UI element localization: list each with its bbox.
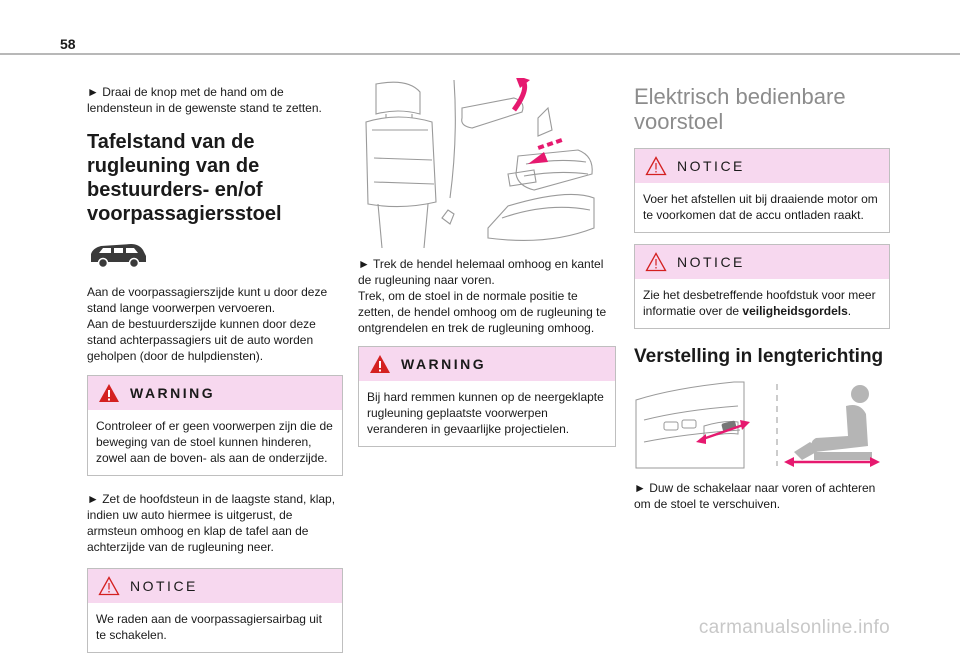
subheading-longitudinal: Verstelling in lengterichting xyxy=(634,346,884,367)
intro-text: ► Draai de knop met de hand om de lendensteun in de gewenste stand te zetten. xyxy=(87,85,322,115)
notice-icon xyxy=(645,252,667,272)
notice-text-before: Zie het desbetreffende hoofdstuk voor meer informatie over de xyxy=(643,288,876,318)
column-1 xyxy=(87,76,343,653)
notice-label: NOTICE xyxy=(130,578,198,594)
notice-text xyxy=(635,279,889,328)
step-text: ► Zet de hoofdsteun in de laagste stand, klap, indien uw auto hiermee is uitgerust, de armsteun omhoog en klap de tafel aan de achterzijde van de rugleuning neer. xyxy=(87,492,336,554)
page-number: 58 xyxy=(60,36,76,52)
warning-icon xyxy=(98,383,120,403)
warning-label: WARNING xyxy=(130,385,216,401)
watermark: carmanualsonline.info xyxy=(698,617,890,638)
column-3 xyxy=(634,84,890,512)
section-heading: Tafelstand van de rugleuning van de bestuurders- en/of voorpassagiersstoel xyxy=(87,131,282,225)
warning-header xyxy=(359,347,615,381)
warning-label: WARNING xyxy=(401,356,487,372)
notice-header xyxy=(635,245,889,279)
warning-header xyxy=(88,376,342,410)
tablestand-description: Aan de voorpassagierszijde kunt u door deze stand lange voorwerpen vervoeren. Aan de bestuurderszijde kunnen door deze stand achterpassagiers uit de auto worden geholpen (door de hulpdiensten). xyxy=(87,285,328,363)
notice-label: NOTICE xyxy=(677,254,745,270)
van-icon xyxy=(87,240,149,270)
notice-box-seatbelts xyxy=(634,244,890,329)
notice-text: We raden aan de voorpassagiersairbag uit te schakelen. xyxy=(96,612,322,642)
header-divider xyxy=(0,53,960,55)
notice-icon xyxy=(98,576,120,596)
notice-box xyxy=(87,568,343,653)
seat-slide-illustration xyxy=(634,380,884,470)
warning-icon xyxy=(369,354,391,374)
warning-text: Bij hard remmen kunnen op de neergeklapte rugleuning geplaatste voorwerpen veranderen in gevaarlijke projectielen. xyxy=(367,390,604,436)
section-heading-electric: Elektrisch bedienbare voorstoel xyxy=(634,84,846,134)
slide-step-text: ► Duw de schakelaar naar voren of achteren om de stoel te verschuiven. xyxy=(634,481,876,511)
seat-fold-illustration xyxy=(358,78,598,250)
notice-icon xyxy=(645,156,667,176)
column-2 xyxy=(358,78,614,447)
notice-header xyxy=(88,569,342,603)
notice-box-battery xyxy=(634,148,890,233)
notice-text: Voer het afstellen uit bij draaiende motor om te voorkomen dat de accu ontladen raakt. xyxy=(643,192,878,222)
notice-header xyxy=(635,149,889,183)
seatbelts-link-text: veiligheidsgordels xyxy=(742,304,848,318)
warning-box-projectiles xyxy=(358,346,616,447)
notice-text-after: . xyxy=(847,304,852,318)
warning-box xyxy=(87,375,343,476)
warning-text: Controleer of er geen voorwerpen zijn die de beweging van de stoel kunnen hinderen, zowel aan de boven- als aan de onderzijde. xyxy=(96,419,333,465)
notice-label: NOTICE xyxy=(677,158,745,174)
fold-step-text: ► Trek de hendel helemaal omhoog en kantel de rugleuning naar voren. Trek, om de stoel in de normale positie te zetten, de hendel omhoog om de rugleuning te ontgrendelen en trek de rugleuning omhoog. xyxy=(358,257,607,335)
